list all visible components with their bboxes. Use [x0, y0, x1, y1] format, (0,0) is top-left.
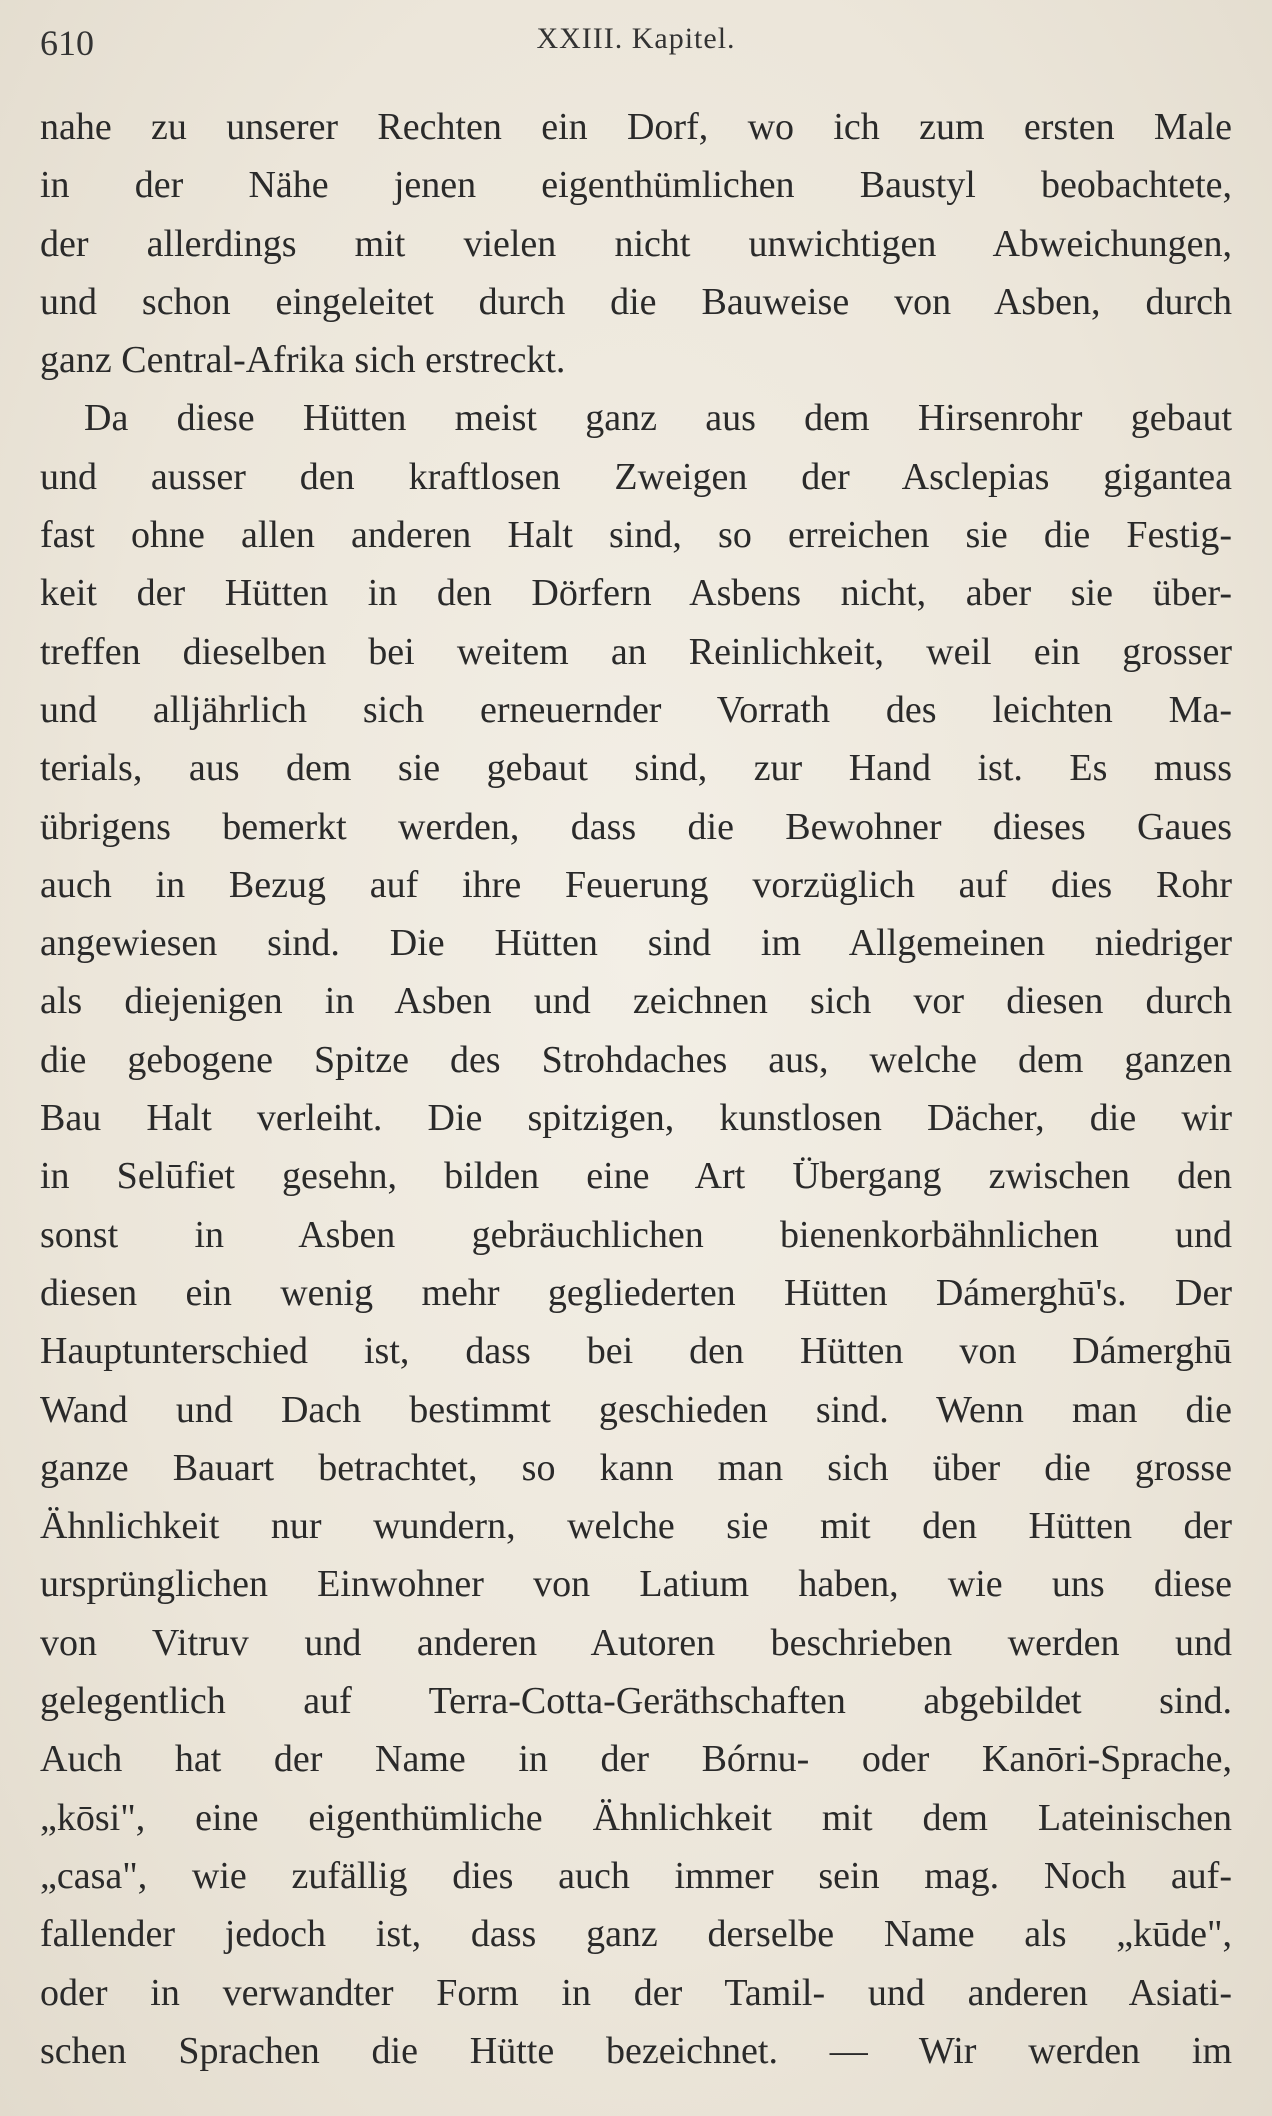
- text-line: die gebogene Spitze des Strohdaches aus, welche dem ganzen: [40, 1038, 1232, 1081]
- text-line: fast ohne allen anderen Halt sind, so erreichen sie die Festig-: [40, 514, 1232, 557]
- text-line: Bau Halt verleiht. Die spitzigen, kunstlosen Dächer, die wir: [40, 1097, 1232, 1140]
- text-line: keit der Hütten in den Dörfern Asbens nicht, aber sie über-: [40, 572, 1232, 615]
- text-line: fallender jedoch ist, dass ganz derselbe Name als „kūde",: [40, 1913, 1232, 1956]
- text-line: ganze Bauart betrachtet, so kann man sich über die grosse: [40, 1446, 1232, 1489]
- text-line: terials, aus dem sie gebaut sind, zur Hand ist. Es muss: [40, 747, 1232, 790]
- running-head: XXIII. Kapitel.: [536, 22, 736, 55]
- page-header: [40, 22, 1232, 72]
- text-line: auch in Bezug auf ihre Feuerung vorzüglich auf dies Rohr: [40, 863, 1232, 906]
- text-line: ganz Central-Afrika sich erstreckt.: [40, 339, 566, 382]
- text-line: der allerdings mit vielen nicht unwichtigen Abweichungen,: [40, 222, 1232, 265]
- page-number: 610: [40, 23, 94, 63]
- text-line: schen Sprachen die Hütte bezeichnet. — Wir werden im: [40, 2029, 1232, 2072]
- text-line: Ähnlichkeit nur wundern, welche sie mit den Hütten der: [40, 1505, 1232, 1548]
- text-line: oder in verwandter Form in der Tamil- und anderen Asiati-: [40, 1971, 1232, 2014]
- text-line: von Vitruv und anderen Autoren beschrieben werden und: [40, 1621, 1232, 1664]
- text-line: Auch hat der Name in der Bórnu- oder Kanōri-Sprache,: [40, 1738, 1232, 1781]
- text-line: gelegentlich auf Terra-Cotta-Geräthschaften abgebildet sind.: [40, 1680, 1232, 1723]
- text-line: „casa", wie zufällig dies auch immer sein mag. Noch auf-: [40, 1854, 1232, 1897]
- text-line: und ausser den kraftlosen Zweigen der Asclepias gigantea: [40, 455, 1232, 498]
- text-line: ursprünglichen Einwohner von Latium haben, wie uns diese: [40, 1563, 1232, 1606]
- text-line: als diejenigen in Asben und zeichnen sich vor diesen durch: [40, 980, 1232, 1023]
- text-line: treffen dieselben bei weitem an Reinlichkeit, weil ein grosser: [40, 630, 1232, 673]
- text-line: Da diese Hütten meist ganz aus dem Hirsenrohr gebaut: [84, 397, 1232, 440]
- body-text: [40, 98, 1232, 2080]
- text-line: Wand und Dach bestimmt geschieden sind. Wenn man die: [40, 1388, 1232, 1431]
- text-line: sonst in Asben gebräuchlichen bienenkorbähnlichen und: [40, 1213, 1232, 1256]
- text-line: und schon eingeleitet durch die Bauweise von Asben, durch: [40, 280, 1232, 323]
- text-line: in der Nähe jenen eigenthümlichen Baustyl beobachtete,: [40, 164, 1232, 207]
- text-line: diesen ein wenig mehr gegliederten Hütten Dámerghū's. Der: [40, 1271, 1232, 1314]
- text-line: und alljährlich sich erneuernder Vorrath des leichten Ma-: [40, 688, 1232, 731]
- text-line: in Selūfiet gesehn, bilden eine Art Übergang zwischen den: [40, 1155, 1232, 1198]
- text-line: Hauptunterschied ist, dass bei den Hütten von Dámerghū: [40, 1330, 1232, 1373]
- text-line: übrigens bemerkt werden, dass die Bewohner dieses Gaues: [40, 805, 1232, 848]
- text-line: angewiesen sind. Die Hütten sind im Allgemeinen niedriger: [40, 922, 1232, 965]
- text-line: nahe zu unserer Rechten ein Dorf, wo ich zum ersten Male: [40, 106, 1232, 148]
- text-line: „kōsi", eine eigenthümliche Ähnlichkeit mit dem Lateinischen: [40, 1796, 1232, 1839]
